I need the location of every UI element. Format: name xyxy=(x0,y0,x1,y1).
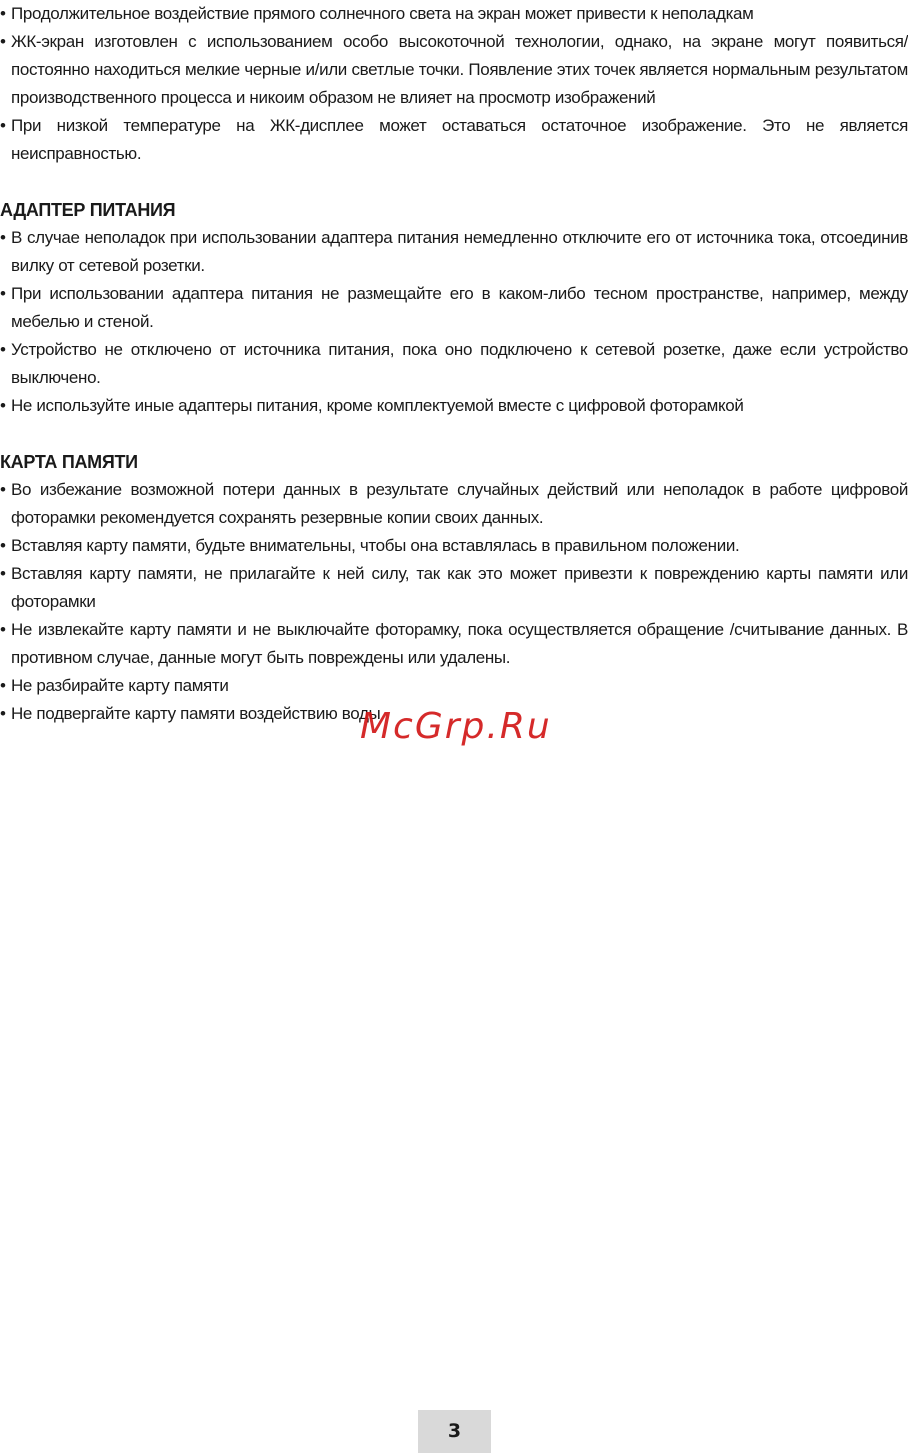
bullet-item: • При низкой температуре на ЖК-дисплее может оставаться остаточное изображение. Это не является неисправностью. xyxy=(0,112,908,168)
memory-section xyxy=(0,448,908,728)
bullet-item: • Не подвергайте карту памяти воздействию воды xyxy=(0,700,908,728)
adapter-section xyxy=(0,196,908,420)
bullet-item: • Не извлекайте карту памяти и не выключайте фоторамку, пока осуществляется обращение /считывание данных. В противном случае, данные могут быть повреждены или удалены. xyxy=(0,616,908,672)
bullet-item: • Вставляя карту памяти, будьте внимательны, чтобы она вставлялась в правильном положении. xyxy=(0,532,908,560)
bullet-item: • Продолжительное воздействие прямого солнечного света на экран может привести к неполадкам xyxy=(0,0,908,28)
section-spacer xyxy=(0,420,908,448)
bullet-item: • Не используйте иные адаптеры питания, кроме комплектуемой вместе с цифровой фоторамкой xyxy=(0,392,908,420)
bullet-item: • ЖК-экран изготовлен с использованием особо высокоточной технологии, однако, на экране могут появиться/постоянно находиться мелкие черные и/или светлые точки. Появление этих точек является нормальным результатом производственного процесса и никоим образом не влияет на просмотр изображений xyxy=(0,28,908,112)
bullet-item: • В случае неполадок при использовании адаптера питания немедленно отключите его от источника тока, отсоединив вилку от сетевой розетки. xyxy=(0,224,908,280)
bullet-item: • Во избежание возможной потери данных в результате случайных действий или неполадок в работе цифровой фоторамки рекомендуется сохранять резервные копии своих данных. xyxy=(0,476,908,532)
bullet-item: • Устройство не отключено от источника питания, пока оно подключено к сетевой розетке, даже если устройство выключено. xyxy=(0,336,908,392)
page-number: 3 xyxy=(418,1410,491,1453)
watermark-logo: McGrp.Ru xyxy=(360,706,552,747)
section-heading-memory-card: КАРТА ПАМЯТИ xyxy=(0,452,138,472)
screen-section xyxy=(0,0,908,168)
section-spacer xyxy=(0,168,908,196)
bullet-item: • Вставляя карту памяти, не прилагайте к ней силу, так как это может привезти к повреждению карты памяти или фоторамки xyxy=(0,560,908,616)
section-heading-adapter: АДАПТЕР ПИТАНИЯ xyxy=(0,200,176,220)
bullet-item: • Не разбирайте карту памяти xyxy=(0,672,908,700)
bullet-item: • При использовании адаптера питания не размещайте его в каком-либо тесном пространстве, например, между мебелью и стеной. xyxy=(0,280,908,336)
